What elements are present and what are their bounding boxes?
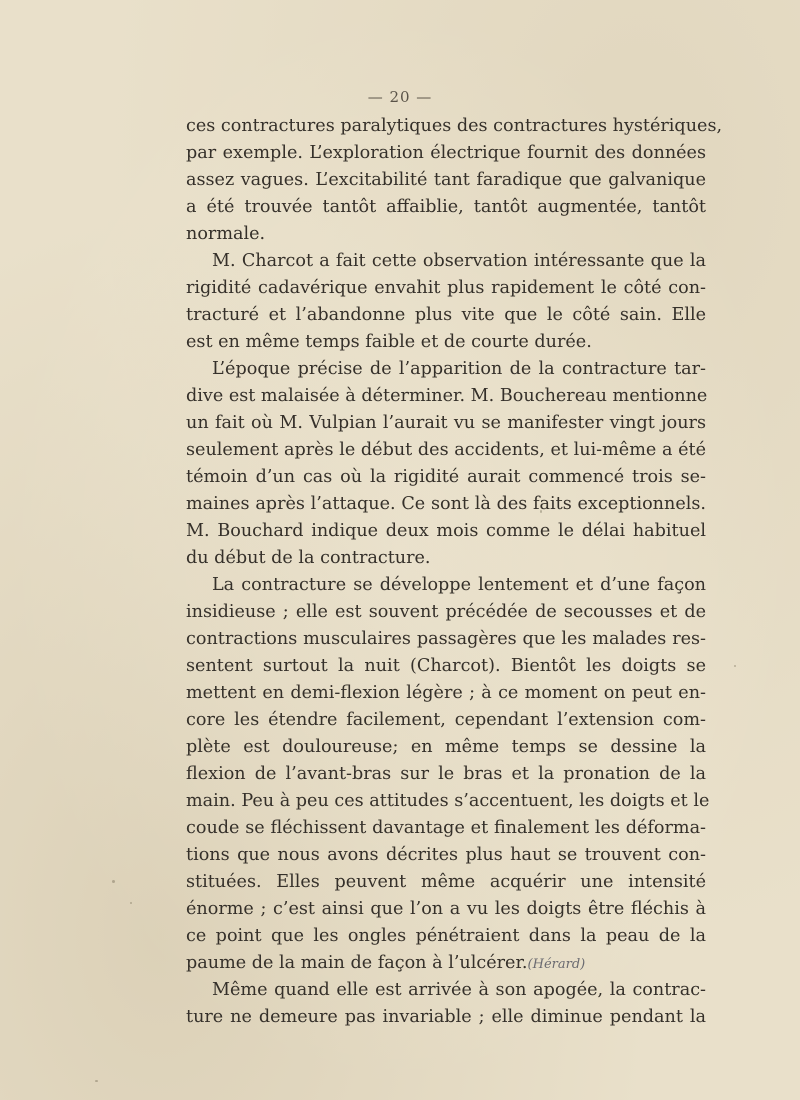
- text-line: core les étendre facilement, cependant l’extension com-: [186, 710, 706, 730]
- text-line: du début de la contracture.: [186, 548, 431, 568]
- text-line: main. Peu à peu ces attitudes s’accentuent, les doigts et le: [186, 791, 710, 811]
- paper-speck: [130, 902, 132, 904]
- text-line: un fait où M. Vulpian l’aurait vu se manifester vingt jours: [186, 413, 706, 433]
- text-line: maines après l’attaque. Ce sont là des faits exceptionnels.: [186, 494, 706, 514]
- text-line: insidieuse ; elle est souvent précédée de secousses et de: [186, 602, 706, 622]
- text-line: dive est malaisée à déterminer. M. Bouchereau mentionne: [186, 386, 708, 406]
- text-line: stituées. Elles peuvent même acquérir une intensité: [186, 872, 706, 892]
- body-text: [186, 113, 723, 1031]
- text-line: M. Charcot a fait cette observation intéressante que la: [212, 251, 706, 271]
- text-line: coude se fléchissent davantage et finalement les déforma-: [186, 818, 706, 838]
- text-line: Même quand elle est arrivée à son apogée, la contrac-: [212, 980, 706, 1000]
- text-line: normale.: [186, 224, 266, 244]
- text-line: est en même temps faible et de courte durée.: [186, 332, 592, 352]
- text-line: par exemple. L’exploration électrique fournit des données: [186, 143, 706, 163]
- text-line: La contracture se développe lentement et d’une façon: [212, 575, 706, 595]
- text-line: ture ne demeure pas invariable ; elle diminue pendant la: [186, 1007, 706, 1027]
- text-line: flexion de l’avant-bras sur le bras et la pronation de la: [186, 764, 706, 784]
- paper-speck: [734, 665, 736, 667]
- text-line: M. Bouchard indique deux mois comme le délai habituel: [186, 521, 706, 541]
- text-line: contractions musculaires passagères que les malades res-: [186, 629, 706, 649]
- text-line: rigidité cadavérique envahit plus rapidement le côté con-: [186, 278, 706, 298]
- text-line: ce point que les ongles pénétraient dans la peau de la: [186, 926, 706, 946]
- text-line: a été trouvée tantôt affaiblie, tantôt augmentée, tantôt: [186, 197, 706, 217]
- text-line: tions que nous avons décrites plus haut se trouvent con-: [186, 845, 706, 865]
- text-line: seulement après le début des accidents, et lui-même a été: [186, 440, 706, 460]
- text-line: tracturé et l’abandonne plus vite que le côté sain. Elle: [186, 305, 706, 325]
- text-line: sentent surtout la nuit (Charcot). Bientôt les doigts se: [186, 656, 706, 676]
- handwritten-annotation: (Hérard): [527, 957, 586, 972]
- text-line: ces contractures paralytiques des contractures hystériques,: [186, 116, 723, 136]
- text-line: [186, 950, 706, 977]
- text-line: énorme ; c’est ainsi que l’on a vu les doigts être fléchis à: [186, 899, 706, 919]
- text-line: plète est douloureuse; en même temps se dessine la: [186, 737, 706, 757]
- text-line: mettent en demi-flexion légère ; à ce moment on peut en-: [186, 683, 706, 703]
- paper-speck: [540, 510, 542, 513]
- paper-speck: [112, 880, 115, 883]
- text-line: témoin d’un cas où la rigidité aurait commencé trois se-: [186, 467, 706, 487]
- line-text: paume de la main de façon à l’ulcérer.: [186, 953, 528, 973]
- page-number: — 20 —: [367, 88, 433, 106]
- text-line: L’époque précise de l’apparition de la contracture tar-: [212, 359, 706, 379]
- paper-speck: [95, 1080, 98, 1082]
- text-line: assez vagues. L’excitabilité tant faradique que galvanique: [186, 170, 706, 190]
